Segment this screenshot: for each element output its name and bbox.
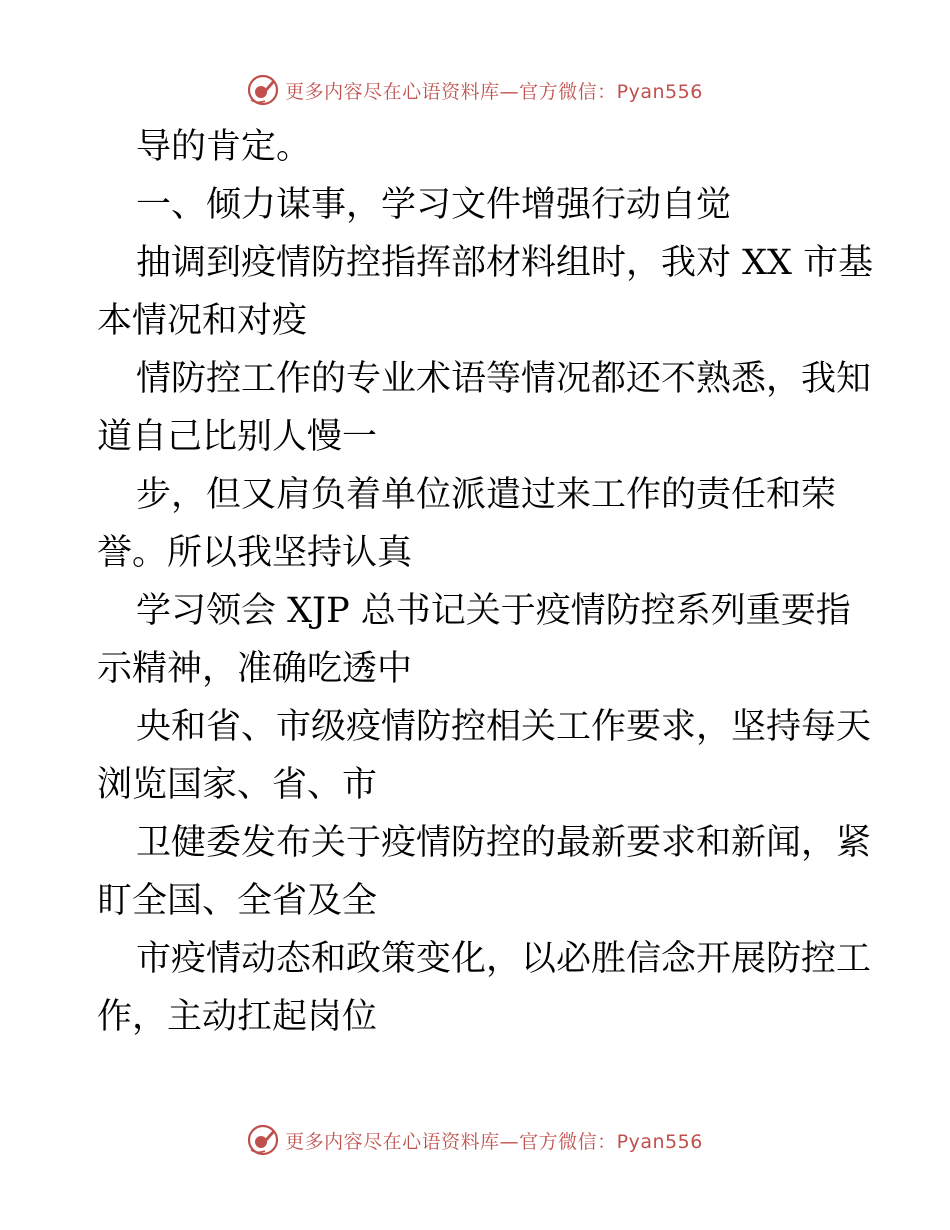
body-line: 学习领会 XJP 总书记关于疫情防控系列重要指 [136,591,851,631]
body-line: 示精神，准确吃透中 [97,649,413,689]
body-line: 盯全国、全省及全 [97,881,378,921]
footer-banner [0,1120,950,1160]
section-heading: 一、倾力谋事，学习文件增强行动自觉 [136,185,732,225]
body-line: 本情况和对疫 [97,301,308,341]
quill-logo-icon [247,74,279,106]
document-body [97,118,874,1046]
body-line: 誉。所以我坚持认真 [97,533,413,573]
header-banner [0,70,950,110]
body-line: 道自己比别人慢一 [97,417,378,457]
body-line: 导的肯定。 [136,127,312,167]
body-line: 步，但又肩负着单位派遣过来工作的责任和荣 [136,475,837,515]
body-line: 市疫情动态和政策变化，以必胜信念开展防控工 [136,939,872,979]
quill-logo-icon [247,1124,279,1156]
body-line: 浏览国家、省、市 [97,765,378,805]
header-banner-text: 更多内容尽在心语资料库—官方微信：Pyan556 [285,80,703,103]
body-line: 情防控工作的专业术语等情况都还不熟悉，我知 [136,359,872,399]
body-line: 央和省、市级疫情防控相关工作要求，坚持每天 [136,707,872,747]
body-line: 抽调到疫情防控指挥部材料组时，我对 XX 市基 [136,243,874,283]
footer-banner-text: 更多内容尽在心语资料库—官方微信：Pyan556 [285,1130,703,1153]
body-line: 卫健委发布关于疫情防控的最新要求和新闻，紧 [136,823,872,863]
body-line: 作，主动扛起岗位 [97,997,378,1037]
